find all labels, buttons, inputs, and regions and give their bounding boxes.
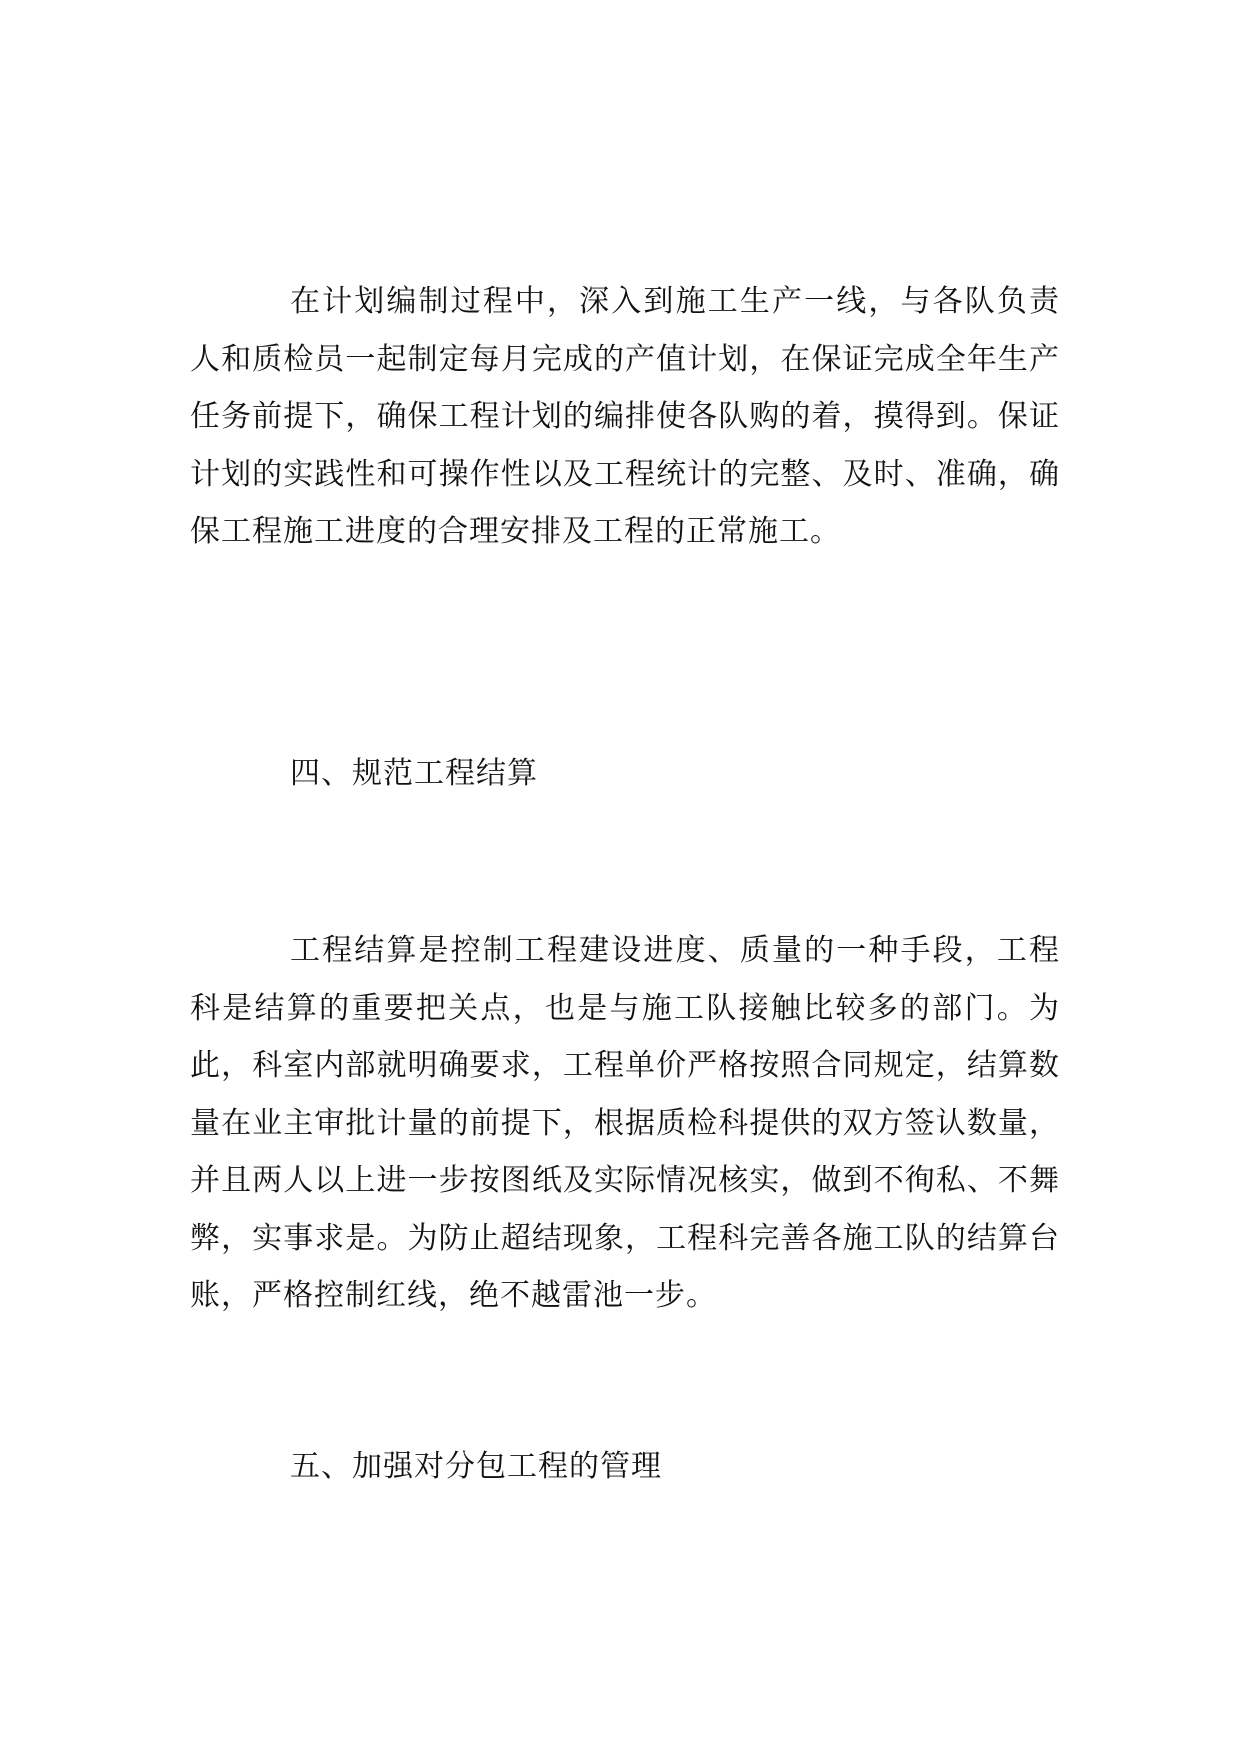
section-heading-settlement: 四、规范工程结算 [290, 756, 538, 791]
section-heading-subcontract: 五、加强对分包工程的管理 [290, 1449, 662, 1484]
paragraph-settlement: 工程结算是控制工程建设进度、质量的一种手段，工程科是结算的重要把关点，也是与施工队接触比较多的部门。为此，科室内部就明确要求，工程单价严格按照合同规定，结算数量在业主审批计量的前提下，根据质检科提供的双方签认数量，并且两人以上进一步按图纸及实际情况核实，做到不徇私、不舞弊，实事求是。为防止超结现象，工程科完善各施工队的结算台账，严格控制红线，绝不越雷池一步。 [190, 933, 1060, 1313]
paragraph-plan-compilation: 在计划编制过程中，深入到施工生产一线，与各队负责人和质检员一起制定每月完成的产值计划，在保证完成全年生产任务前提下，确保工程计划的编排使各队购的着，摸得到。保证计划的实践性和可操作性以及工程统计的完整、及时、准确，确保工程施工进度的合理安排及工程的正常施工。 [190, 284, 1060, 549]
